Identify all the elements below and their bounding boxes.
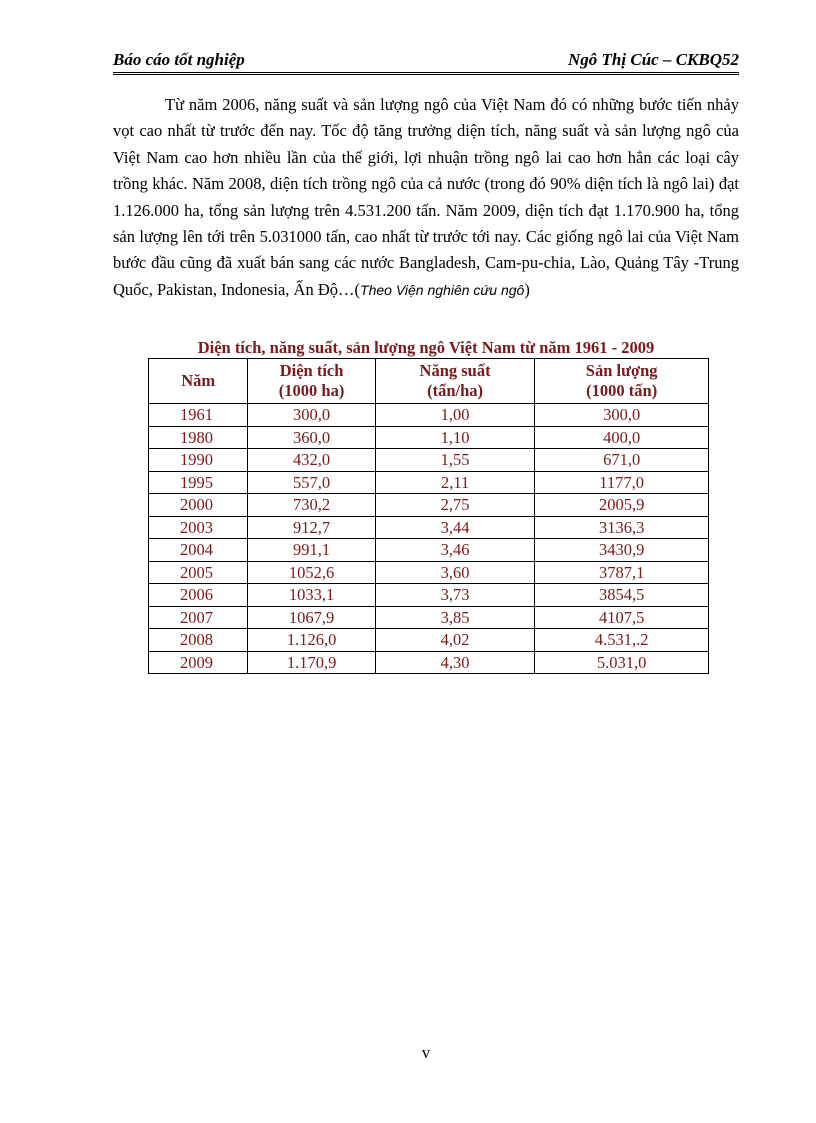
page-header [113, 50, 739, 75]
table-row [149, 539, 709, 562]
cell-year: 1990 [149, 449, 248, 472]
header-production: Sản lượng (1000 tấn) [535, 359, 709, 404]
table-row [149, 629, 709, 652]
header-yield: Năng suất (tấn/ha) [375, 359, 535, 404]
cell-year: 2004 [149, 539, 248, 562]
corn-statistics-table [148, 358, 709, 674]
table-row [149, 471, 709, 494]
table-row [149, 426, 709, 449]
paragraph-citation: Theo Viện nghiên cứu ngô [360, 281, 525, 298]
cell-yield: 3,73 [375, 584, 535, 607]
cell-production: 3787,1 [535, 561, 709, 584]
cell-yield: 3,60 [375, 561, 535, 584]
table-header-row [149, 359, 709, 404]
cell-year: 1980 [149, 426, 248, 449]
table-row [149, 516, 709, 539]
cell-yield: 2,11 [375, 471, 535, 494]
cell-yield: 1,10 [375, 426, 535, 449]
cell-yield: 4,02 [375, 629, 535, 652]
paragraph-text: Từ năm 2006, năng suất và sản lượng ngô của Việt Nam đó có những bước tiến nhảy vọt cao nhất từ trước đến nay. Tốc độ tăng trưởng diện tích, năng suất và sản lượng ngô của Việt Nam cao hơn nhiều lần của thế giới, lợi nhuận trồng ngô lai cao hơn hẳn các loại cây trồng khác. Năm 2008, diện tích trồng ngô của cả nước (trong đó 90% diện tích là ngô lai) đạt 1.126.000 ha, tổng sản lượng trên 4.531.200 tấn. Năm 2009, diện tích đạt 1.170.900 ha, tổng sản lượng lên tới trên 5.031000 tấn, cao nhất từ trước tới nay. Các giống ngô lai của Việt Nam bước đầu cũng đã xuất bán sang các nước Bangladesh, Cam-pu-chia, Lào, Quảng Tây -Trung Quốc, Pakistan, Indonesia, Ấn Độ…( [113, 95, 739, 299]
cell-production: 2005,9 [535, 494, 709, 517]
cell-area: 1.170,9 [248, 651, 375, 674]
cell-area: 1067,9 [248, 606, 375, 629]
cell-year: 2000 [149, 494, 248, 517]
cell-year: 2007 [149, 606, 248, 629]
cell-year: 2005 [149, 561, 248, 584]
cell-area: 300,0 [248, 404, 375, 427]
table-row [149, 404, 709, 427]
cell-area: 1.126,0 [248, 629, 375, 652]
cell-area: 432,0 [248, 449, 375, 472]
cell-yield: 4,30 [375, 651, 535, 674]
cell-year: 2003 [149, 516, 248, 539]
cell-area: 912,7 [248, 516, 375, 539]
cell-area: 991,1 [248, 539, 375, 562]
cell-year: 1961 [149, 404, 248, 427]
cell-area: 1033,1 [248, 584, 375, 607]
table-row [149, 449, 709, 472]
cell-yield: 3,44 [375, 516, 535, 539]
header-area: Diện tích (1000 ha) [248, 359, 375, 404]
cell-production: 4.531,.2 [535, 629, 709, 652]
table-caption: Diện tích, năng suất, sản lượng ngô Việt Nam từ năm 1961 - 2009 [197, 338, 655, 357]
header-report-title: Báo cáo tốt nghiệp [113, 50, 245, 69]
cell-yield: 1,55 [375, 449, 535, 472]
cell-production: 3430,9 [535, 539, 709, 562]
cell-yield: 3,46 [375, 539, 535, 562]
cell-production: 4107,5 [535, 606, 709, 629]
cell-production: 300,0 [535, 404, 709, 427]
header-author: Ngô Thị Cúc – CKBQ52 [568, 50, 739, 69]
cell-area: 360,0 [248, 426, 375, 449]
body-paragraph [113, 92, 739, 303]
cell-production: 671,0 [535, 449, 709, 472]
cell-area: 557,0 [248, 471, 375, 494]
cell-area: 730,2 [248, 494, 375, 517]
table-row [149, 584, 709, 607]
cell-area: 1052,6 [248, 561, 375, 584]
header-year: Năm [149, 359, 248, 404]
cell-production: 5.031,0 [535, 651, 709, 674]
cell-production: 1177,0 [535, 471, 709, 494]
cell-yield: 3,85 [375, 606, 535, 629]
cell-year: 2006 [149, 584, 248, 607]
cell-year: 2008 [149, 629, 248, 652]
cell-production: 3136,3 [535, 516, 709, 539]
cell-yield: 2,75 [375, 494, 535, 517]
table-row [149, 651, 709, 674]
cell-yield: 1,00 [375, 404, 535, 427]
paragraph-close: ) [524, 279, 530, 299]
page-number: v [421, 1043, 431, 1062]
cell-year: 2009 [149, 651, 248, 674]
table-row [149, 561, 709, 584]
cell-production: 3854,5 [535, 584, 709, 607]
table-row [149, 494, 709, 517]
cell-production: 400,0 [535, 426, 709, 449]
table-row [149, 606, 709, 629]
cell-year: 1995 [149, 471, 248, 494]
